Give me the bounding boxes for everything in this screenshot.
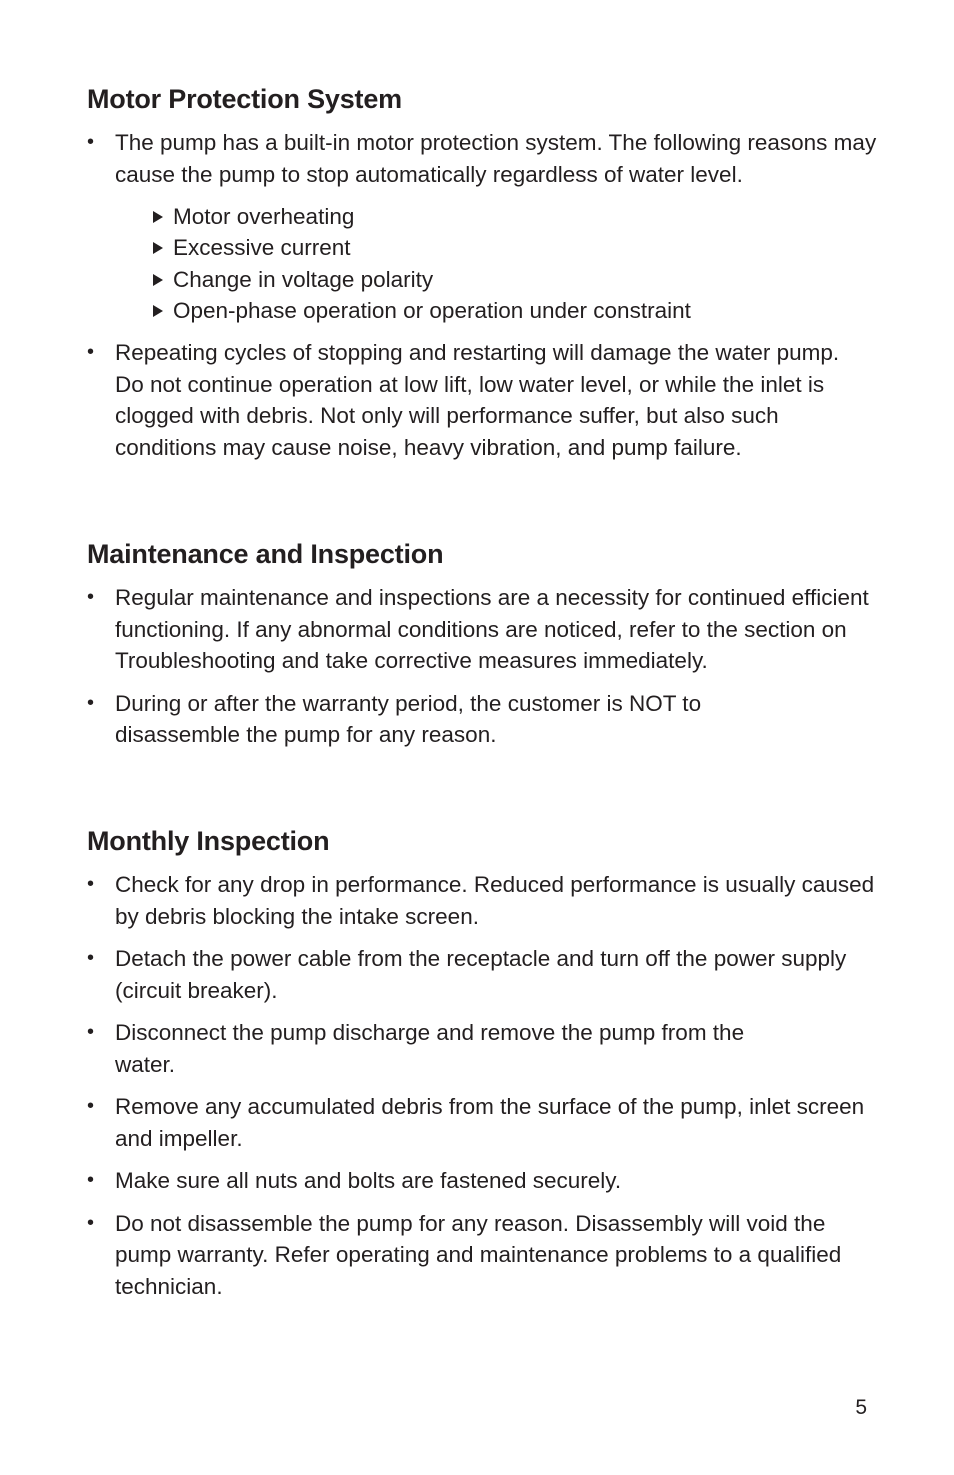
section-heading: Maintenance and Inspection xyxy=(87,539,444,569)
section-monthly-inspection xyxy=(87,824,887,1302)
bullet-list xyxy=(87,869,887,1302)
page-number: 5 xyxy=(855,1396,867,1419)
list-item: • Check for any drop in performance. Reduced performance is usually caused by debris blocking the intake screen. xyxy=(87,869,887,932)
list-item: • Regular maintenance and inspections are a necessity for continued efficient functioning. If any abnormal conditions are noticed, refer to the section on Troubleshooting and take corrective measures immediately. xyxy=(87,582,887,677)
list-item: • During or after the warranty period, the customer is NOT to disassemble the pump for any reason. xyxy=(87,688,887,751)
list-item xyxy=(87,127,887,326)
section-motor-protection xyxy=(87,82,887,463)
list-item: • Disconnect the pump discharge and remove the pump from the water. xyxy=(87,1017,887,1080)
list-item: • Make sure all nuts and bolts are fastened securely. xyxy=(87,1165,887,1197)
reason-list xyxy=(115,201,887,326)
list-item: • Repeating cycles of stopping and restarting will damage the water pump. Do not continue operation at low lift, low water level, or while the inlet is clogged with debris. Not only will performance suffer, but also such conditions may cause noise, heavy vibration, and pump failure. xyxy=(87,337,887,463)
reason-item: Change in voltage polarity xyxy=(153,264,887,295)
section-heading: Motor Protection System xyxy=(87,84,402,114)
section-maintenance xyxy=(87,537,887,751)
list-item-text: The pump has a built-in motor protection system. The following reasons may cause the pump to stop automatically regardless of water level. xyxy=(115,130,877,187)
list-item: • Detach the power cable from the receptacle and turn off the power supply (circuit breaker). xyxy=(87,943,887,1006)
bullet-list xyxy=(87,127,887,463)
list-item: • Remove any accumulated debris from the surface of the pump, inlet screen and impeller. xyxy=(87,1091,887,1154)
bullet-list xyxy=(87,582,887,751)
list-item: • Do not disassemble the pump for any reason. Disassembly will void the pump warranty. Refer operating and maintenance problems to a qualified technician. xyxy=(87,1208,887,1303)
reason-item: Excessive current xyxy=(153,232,887,263)
section-heading: Monthly Inspection xyxy=(87,826,330,856)
reason-item: Motor overheating xyxy=(153,201,887,232)
reason-item: Open-phase operation or operation under constraint xyxy=(153,295,887,326)
